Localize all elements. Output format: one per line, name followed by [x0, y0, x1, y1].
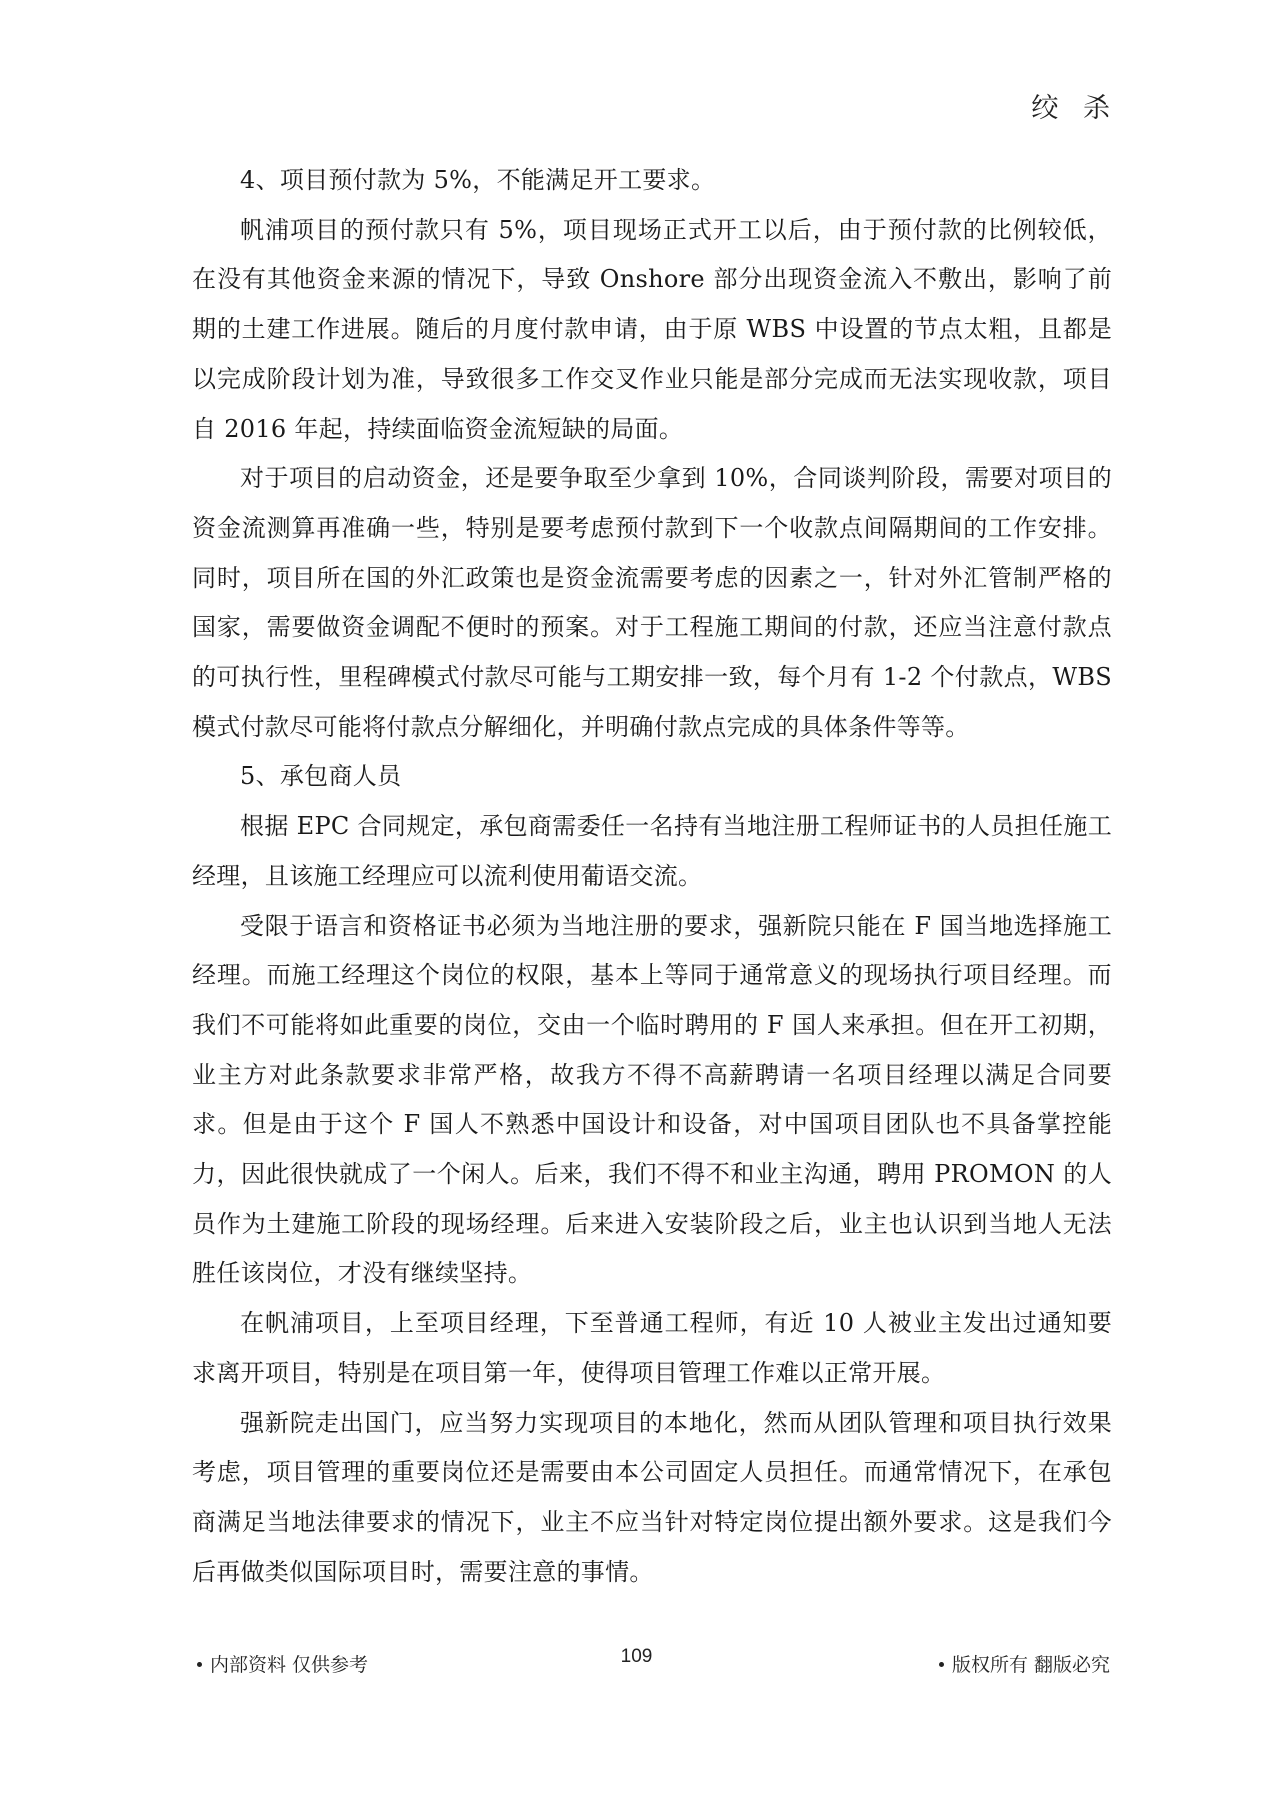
running-header: 绞 杀	[1031, 93, 1118, 124]
paragraph: 强新院走出国门，应当努力实现项目的本地化，然而从团队管理和项目执行效果考虑，项目管理的重要岗位还是需要由本公司固定人员担任。而通常情况下，在承包商满足当地法律要求的情况下，业主不应当针对特定岗位提出额外要求。这是我们今后再做类似国际项目时，需要注意的事情。	[192, 1408, 1112, 1586]
paragraph: 根据 EPC 合同规定，承包商需委任一名持有当地注册工程师证书的人员担任施工经理，且该施工经理应可以流利使用葡语交流。	[192, 812, 1112, 890]
bullet-icon	[939, 1662, 944, 1667]
footer-right-note	[939, 1650, 1110, 1677]
paragraph: 对于项目的启动资金，还是要争取至少拿到 10%，合同谈判阶段，需要对项目的资金流测算再准确一些，特别是要考虑预付款到下一个收款点间隔期间的工作安排。同时，项目所在国的外汇政策也是资金流需要考虑的因素之一，针对外汇管制严格的国家，需要做资金调配不便时的预案。对于工程施工期间的付款，还应当注意付款点的可执行性，里程碑模式付款尽可能与工期安排一致，每个月有 1-2 个付款点，WBS 模式付款尽可能将付款点分解细化，并明确付款点完成的具体条件等等。	[192, 464, 1112, 741]
section-heading-4: 4、项目预付款为 5%，不能满足开工要求。	[240, 166, 716, 194]
paragraph: 受限于语言和资格证书必须为当地注册的要求，强新院只能在 F 国当地选择施工经理。而施工经理这个岗位的权限，基本上等同于通常意义的现场执行项目经理。而我们不可能将如此重要的岗位，交由一个临时聘用的 F 国人来承担。但在开工初期，业主方对此条款要求非常严格，故我方不得不高薪聘请一名项目经理以满足合同要求。但是由于这个 F 国人不熟悉中国设计和设备，对中国项目团队也不具备掌控能力，因此很快就成了一个闲人。后来，我们不得不和业主沟通，聘用 PROMON 的人员作为土建施工阶段的现场经理。后来进入安装阶段之后，业主也认识到当地人无法胜任该岗位，才没有继续坚持。	[192, 911, 1112, 1288]
page-number: 109	[620, 1646, 653, 1667]
footer-right-text: 版权所有 翻版必究	[951, 1654, 1110, 1676]
document-body	[192, 156, 1112, 1597]
footer-left-text: 内部资料 仅供参考	[210, 1654, 369, 1676]
paragraph: 帆浦项目的预付款只有 5%，项目现场正式开工以后，由于预付款的比例较低，在没有其他资金来源的情况下，导致 Onshore 部分出现资金流入不敷出，影响了前期的土建工作进展。随后的月度付款申请，由于原 WBS 中设置的节点太粗，且都是以完成阶段计划为准，导致很多工作交叉作业只能是部分完成而无法实现收款，项目自 2016 年起，持续面临资金流短缺的局面。	[192, 215, 1112, 443]
section-heading-5: 5、承包商人员	[240, 762, 402, 791]
paragraph: 在帆浦项目，上至项目经理，下至普通工程师，有近 10 人被业主发出过通知要求离开项目，特别是在项目第一年，使得项目管理工作难以正常开展。	[192, 1309, 1112, 1387]
